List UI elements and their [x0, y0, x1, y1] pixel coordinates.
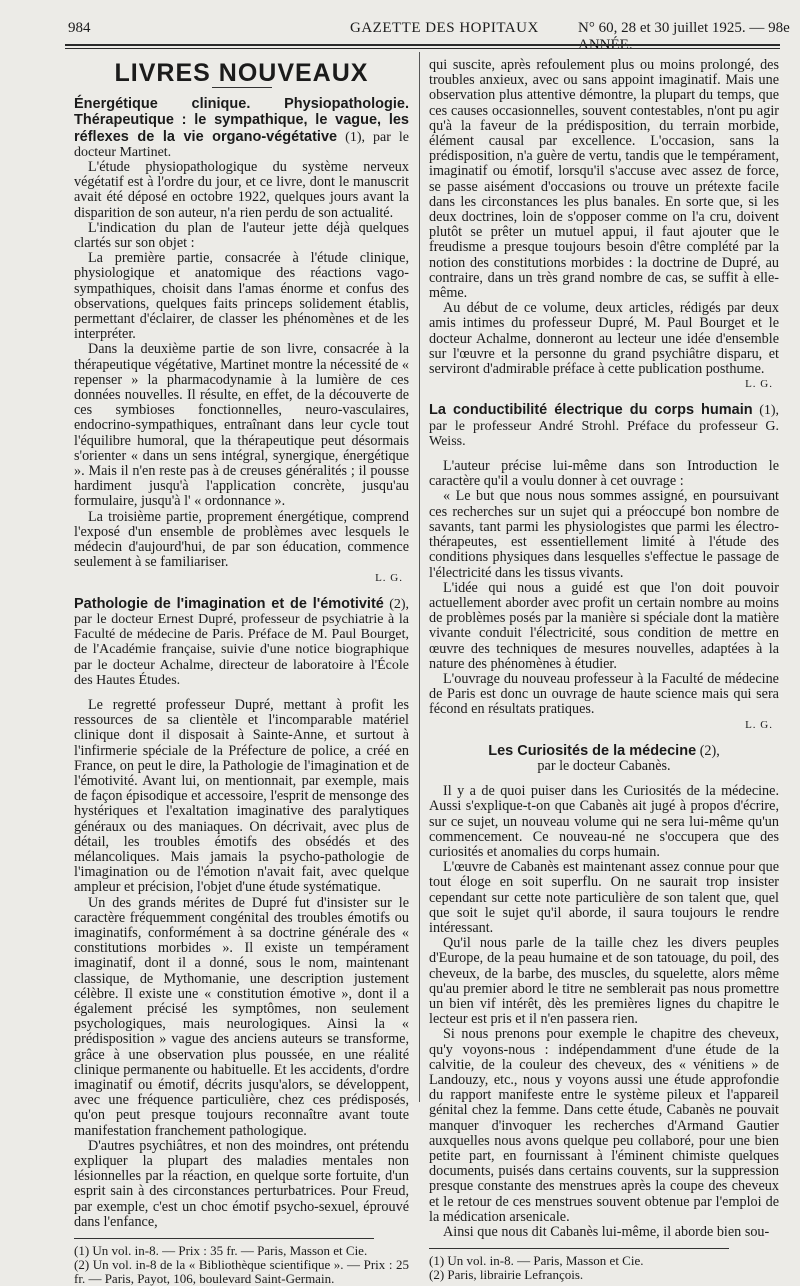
section-title: LIVRES NOUVEAUX — [114, 59, 369, 87]
header-rule-thick — [65, 44, 780, 46]
footnote: (2) Paris, librairie Lefrançois. — [429, 1267, 584, 1283]
paragraph: Au début de ce volume, deux articles, rédigés par deux amis intimes du professeur Dupré, M. Paul Bourget et le docteur Achalme, donneront au lecteur une idée d'ensemble sur l'œuvre et la personne du grand psychiâtre disparu, et serviront d'admirable préface à cette publication posthume. — [429, 300, 779, 378]
footnote-rule — [429, 1248, 729, 1249]
issue-date: N° 60, 28 et 30 juillet 1925. — 98e ANNÉE. — [578, 20, 790, 53]
page-header — [30, 20, 790, 53]
journal-title: GAZETTE DES HOPITAUX — [350, 20, 539, 36]
book-entry-heading — [429, 402, 779, 449]
book-byline: (2), — [699, 742, 720, 759]
paragraph: qui suscite, après refoulement plus ou moins prolongé, des troubles anxieux, avec ou sans appoint imaginatif. Mais une observation plus attentive démontre, la plupart du temps, que ces causes occasionnelles, souvent contestables, n'ont pu agir qu'à la faveur de la prédisposition, du terrain morbide, élément causal par excellence. L'occasion, sans la prédisposition, n'a guère de vertu, tandis que le tempérament, imaginatif ou émotif, lorsqu'il s'accuse avec assez de force, se passe aisément d'occasions ou trouve un prétexte facile dans les circonstances les plus banales. En sorte que, si les deux doctrines, loin de s'opposer comme on l'a cru, doivent plutôt se prêter un mutuel appui, il faut ajouter que le freudisme a presque toujours besoin d'être complété par la notion des constitutions morbides : la doctrine de Dupré, au contraire, dans un très grand nombre de cas, se suffit à elle-même. — [429, 57, 779, 302]
signature: L. G. — [745, 378, 773, 391]
book-entry-heading — [74, 96, 409, 160]
paragraph: Il y a de quoi puiser dans les Curiosités de la médecine. Aussi s'explique-t-on que Cabanès ait jugé à propos d'écrire, sur ce sujet, un nouveau volume qui ne sera lui-même qu'un commencement. Ce nouveau-né ne s'occupera que des curiosités et anomalies du corps humain. — [429, 783, 779, 860]
book-title: Énergétique clinique. Physiopathologie. Thérapeutique : le sympathique, le vague, les réflexes de la vie organo-végétative — [74, 96, 409, 145]
section-rule — [212, 87, 272, 88]
paragraph: Le regretté professeur Dupré, mettant à profit les ressources de sa clientèle et l'incomparable matériel clinique dont il disposait à Sainte-Anne, et surtout à l'infirmerie spéciale de la Préfecture de police, a créé en France, on peut le dire, la Pathologie de l'imagination et de l'émotivité. Avant lui, on mentionnait, par exemple, mais de façon épisodique et accessoire, l'esprit de mensonge des hystériques et l'exaltation imaginative des paralytiques généraux ou des maniaques. On décrivait, avec plus de détail, les troubles émotifs des obsédés et des mélancoliques. Mais jamais la psycho-pathologie de l'imagination ou de l'émotion n'avait fait, avec quelque ampleur et précision, l'objet d'une étude systématique. — [74, 696, 409, 896]
paragraph: L'ouvrage du nouveau professeur à la Faculté de médecine de Paris est donc un ouvrage de haute science mais qui sera fécond en résultats pratiques. — [429, 670, 779, 718]
paragraph: D'autres psychiâtres, et non des moindres, ont prétendu expliquer la plupart des maladies mentales non lésionnelles par la réaction, en quelque sorte fortuite, d'un esprit sain à des circonstances perturbatrices. Pour Freud, par exemple, c'est un choc émotif psycho-sexuel, éprouvé dans l'enfance, — [74, 1137, 409, 1230]
paragraph: La troisième partie, proprement énergétique, comprend l'exposé d'un ensemble de problèmes avec lesquels le médecin d'aujourd'hui, de par son éducation, commence seulement à se familiariser. — [74, 508, 409, 571]
paragraph: L'idée qui nous a guidé est que l'on doit pouvoir actuellement aborder avec profit un certain nombre au moins de problèmes posés par la manière si spéciale dont la matière vivante conduit l'électricité, sous condition de mettre en œuvre des techniques de mesures nouvelles, adaptées à la nature des phénomènes à étudier. — [429, 579, 779, 672]
column-separator — [419, 52, 420, 1102]
signature: L. G. — [745, 718, 773, 731]
book-title: Les Curiosités de la médecine — [488, 742, 697, 759]
paragraph: L'auteur précise lui-même dans son Introduction le caractère qu'il a voulu donner à cet ouvrage : — [429, 458, 779, 490]
signature: L. G. — [375, 571, 403, 584]
left-column — [74, 58, 409, 1286]
paragraph: Ainsi que nous dit Cabanès lui-même, il aborde bien sou- — [443, 1224, 770, 1241]
footnote: (1) Un vol. in-8. — Prix : 35 fr. — Paris, Masson et Cie. — [74, 1243, 368, 1259]
paragraph: « Le but que nous nous sommes assigné, en poursuivant ces recherches sur un sujet qui a préoccupé bon nombre de savants, tant parmi les physiologistes que parmi les électro-thérapeutes, est essentiellement limité à l'étude des conditions physiques dans lesquelles s'effectue le passage de l'électricité dans les tissus vivants. — [429, 488, 779, 581]
paragraph: L'indication du plan de l'auteur jette déjà quelques clartés sur son objet : — [74, 219, 409, 252]
footnote: (1) Un vol. in-8. — Paris, Masson et Cie. — [429, 1253, 644, 1269]
paragraph: La première partie, consacrée à l'étude clinique, physiologique et anatomique des réactions vago-sympathiques, choisit dans l'amas énorme et confus des observations, quelques faits princeps solidement établis, permettant d'éclairer, de classer les phénomènes et de les interpréter. — [74, 250, 409, 343]
footnote: (2) Un vol. in-8 de la « Bibliothèque scientifique ». — Prix : 25 fr. — Paris, Payot, 106, boulevard Saint-Germain. — [74, 1257, 409, 1286]
book-entry-heading — [74, 596, 409, 688]
paragraph: Si nous prenons pour exemple le chapitre des cheveux, qu'y voyons-nous : indépendamment d'une étude de la calvitie, de la couleur des cheveux, des « vénitiens » de Landouzy, etc., nous y voyons aussi une étude approfondie du rapport manifeste entre le système pileux et l'appareil génital chez la femme. Dans cette étude, Cabanès ne pouvait manquer d'invoquer les recherches d'Armand Gautier auxquelles nous avons quelque peu collaboré, pour une bien petite part, en fournissant à l'éminent chimiste quelques documents, puisés dans certains couvents, sur la suppression presque constante des menstrues après la coupe des cheveux et le retour de ces menstrues souvent obtenue par l'emploi de la médication arsenicale. — [429, 1026, 779, 1225]
paragraph: L'œuvre de Cabanès est maintenant assez connue pour que tout éloge en soit superflu. On ne saurait trop insister cependant sur cette note particulière de son talent que, quel que soit le sujet qu'il aborde, il saura toujours le rendre intéressant. — [429, 859, 779, 936]
footnote-rule — [74, 1238, 374, 1239]
header-rule-thin — [65, 48, 780, 49]
book-byline: (1), par le docteur Martinet. — [74, 129, 410, 160]
paragraph: Dans la deuxième partie de son livre, consacrée à la thérapeutique végétative, Martinet montre la nécessité de « repenser » la pharmacodynamie à la lumière de ces données nouvelles. Il résulte, en effet, de la découverte de ces symbioses fonctionnelles, neuro-vasculaires, endocrino-sympathiques, entraînant dans leur cycle tout l'équilibre humoral, que la thérapeutique peut désormais s'orienter « dans un sens intégral, synergique, énergétique ». Mais il n'en reste pas à de creuses généralités ; il pousse hardiment jusqu'à l'application concrète, jusqu'au formulaire, jusqu'à l' « ordonnance ». — [74, 341, 409, 510]
book-author: par le docteur Cabanès. — [537, 757, 671, 774]
book-entry-heading — [429, 743, 779, 759]
book-byline: (2), par le docteur Ernest Dupré, professeur de psychiatrie à la Faculté de médecine de Paris. Préface de M. Paul Bourget, de l'Académie française, suivie d'une notice biographique par le docteur Achalme, directeur de laboratoire à l'École des Hautes Études. — [74, 596, 410, 688]
page-number: 984 — [68, 20, 91, 36]
book-title: La conductibilité électrique du corps humain — [429, 402, 753, 419]
right-column — [429, 58, 779, 1282]
paragraph: Qu'il nous parle de la taille chez les divers peuples d'Europe, de la peau humaine et de son tatouage, du poil, des cheveux, de la barbe, des muscles, du squelette, alors même qu'au premier abord le titre ne semblerait pas nous promettre un bien vif intérêt, dès les premières lignes du chapitre le lecteur est pris et il n'en passera rien. — [429, 935, 779, 1028]
paragraph: Un des grands mérites de Dupré fut d'insister sur le caractère fréquemment congénital des troubles émotifs ou imaginatifs, conformément à sa doctrine générale des « constitutions morbides ». Il existe un tempérament imaginatif, dont il a donné, sous le nom, maintenant classique, de Mythomanie, une description justement célèbre. Il existe une « constitution émotive », dont il a également précisé les symptômes, non seulement psychologiques, mais neurologiques. Ainsi la « prédisposition » vague des anciens auteurs se transforme, grâce à une observation plus poussée, en une réalité clinique permanente ou habituelle. Et les accidents, d'ordre imaginatif ou émotif, décrits jusqu'alors, se développent, avec une fréquence particulière, chez ces prédisposés, qu'on peut presque toujours reconnaître avant toute manifestation franchement pathologique. — [74, 894, 409, 1139]
book-byline: (1), par le professeur André Strohl. Préface du professeur G. Weiss. — [429, 403, 780, 449]
paragraph: L'étude physiopathologique du système nerveux végétatif est à l'ordre du jour, et ce livre, dont le manuscrit avait été déposé en octobre 1922, quelques jours avant la disparition de son auteur, n'a rien perdu de son actualité. — [74, 159, 409, 221]
book-title: Pathologie de l'imagination et de l'émotivité — [74, 595, 384, 612]
